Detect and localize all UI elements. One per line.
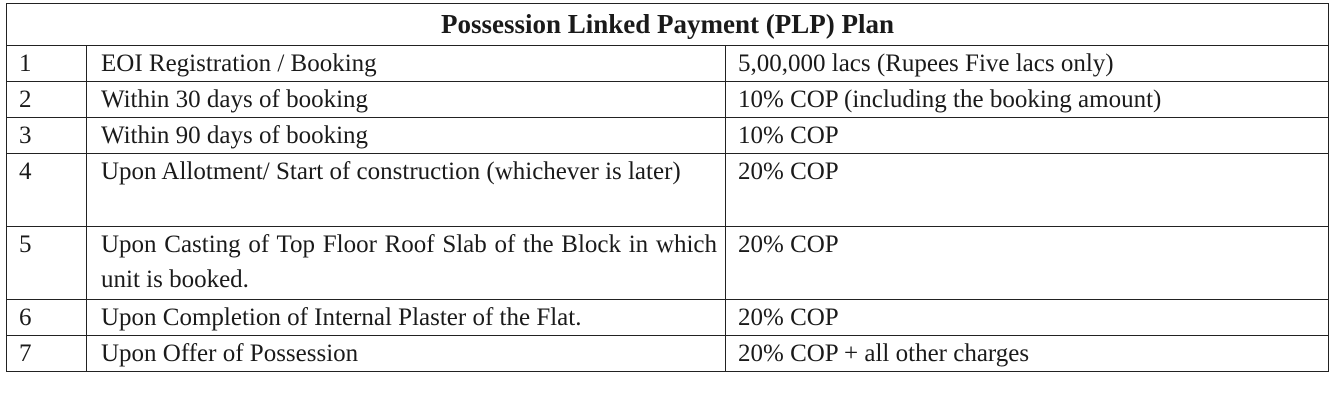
payment-plan-table — [6, 3, 1329, 372]
row-number: 1 — [7, 46, 87, 82]
payment-plan-container — [6, 3, 1329, 372]
row-number: 7 — [7, 336, 87, 372]
table-row — [7, 336, 1329, 372]
table-row — [7, 46, 1329, 82]
payment-stage: Within 30 days of booking — [87, 82, 726, 118]
payment-stage: Within 90 days of booking — [87, 118, 726, 154]
table-title-row — [7, 4, 1329, 46]
payment-amount: 10% COP (including the booking amount) — [726, 82, 1329, 118]
payment-amount: 20% COP + all other charges — [726, 336, 1329, 372]
payment-stage: Upon Offer of Possession — [87, 336, 726, 372]
payment-amount: 5,00,000 lacs (Rupees Five lacs only) — [726, 46, 1329, 82]
payment-stage: EOI Registration / Booking — [87, 46, 726, 82]
row-number: 5 — [7, 227, 87, 300]
table-row — [7, 118, 1329, 154]
payment-amount: 20% COP — [726, 227, 1329, 300]
payment-stage: Upon Completion of Internal Plaster of the Flat. — [87, 300, 726, 336]
table-row — [7, 227, 1329, 300]
payment-amount: 10% COP — [726, 118, 1329, 154]
payment-stage: Upon Allotment/ Start of construction (whichever is later) — [87, 154, 726, 227]
table-row — [7, 154, 1329, 227]
row-number: 2 — [7, 82, 87, 118]
payment-stage: Upon Casting of Top Floor Roof Slab of the Block in which unit is booked. — [87, 227, 726, 300]
row-number: 6 — [7, 300, 87, 336]
row-number: 3 — [7, 118, 87, 154]
payment-amount: 20% COP — [726, 300, 1329, 336]
payment-amount: 20% COP — [726, 154, 1329, 227]
row-number: 4 — [7, 154, 87, 227]
table-title: Possession Linked Payment (PLP) Plan — [7, 4, 1329, 46]
table-row — [7, 82, 1329, 118]
table-row — [7, 300, 1329, 336]
